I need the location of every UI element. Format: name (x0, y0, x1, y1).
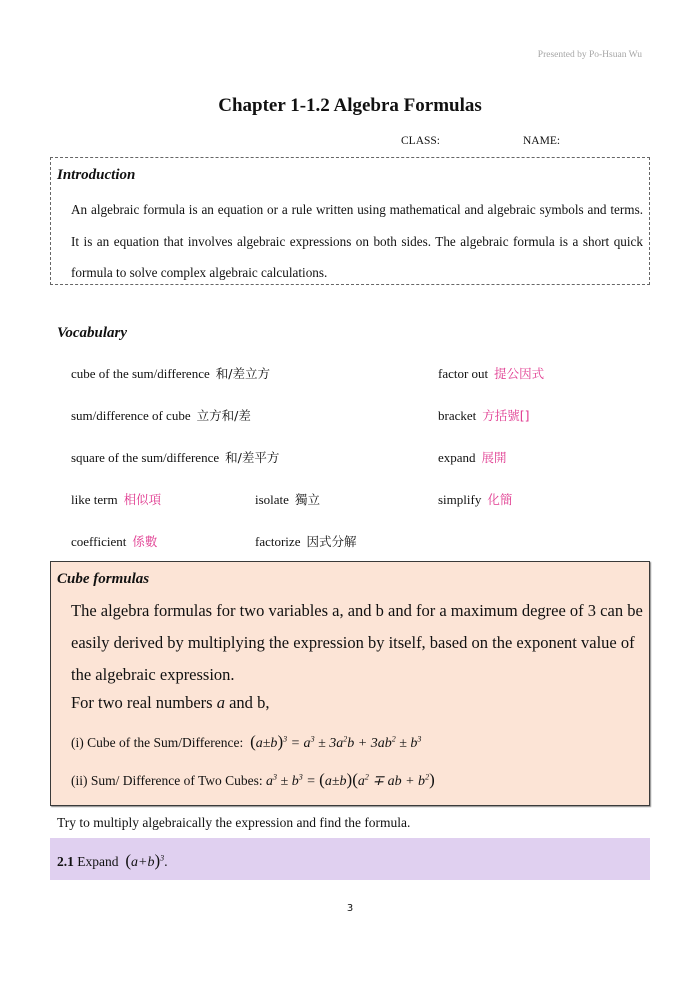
vocab-zh: 和/差立方 (215, 366, 270, 381)
formula-sum-of-cubes (71, 770, 435, 790)
introduction-text: An algebraic formula is an equation or a rule written using mathematical and algebraic symbols and terms. It is an equation that involves algebraic expressions on both sides. The algebraic formula is a short quick formula to solve complex algebraic calculations. (71, 202, 643, 280)
vocab-zh: 立方和/差 (196, 408, 251, 423)
formula-expression: $a^3 \pm b^3 = (a\pm b)(a^2$ ∓ ab + $b^2$) (266, 770, 435, 789)
formula-label: (i) Cube of the Sum/Difference: (71, 735, 244, 750)
vocab-en: like term (71, 492, 118, 507)
vocab-en: simplify (438, 492, 482, 507)
vocab-zh: 展開 (481, 450, 507, 465)
exercise-label: Expand (77, 854, 119, 869)
lead-var-b: b, (257, 693, 270, 712)
class-label: CLASS: (401, 135, 440, 147)
vocab-item (71, 406, 251, 424)
vocab-en: factor out (438, 366, 489, 381)
vocab-item (71, 364, 270, 382)
formula-cube-of-sum (71, 732, 421, 752)
page-number: 3 (346, 903, 354, 914)
vocab-item (71, 532, 157, 550)
lead-var-a: a (216, 693, 225, 712)
vocab-en: cube of the sum/difference (71, 366, 210, 381)
vocabulary-title: Vocabulary (57, 325, 128, 341)
exercise-prompt: Try to multiply algebraically the expression and find the formula. (57, 815, 411, 830)
vocab-en: isolate (255, 492, 289, 507)
vocab-item (255, 532, 356, 550)
lead-text: For two real numbers (71, 693, 213, 712)
vocab-en: factorize (255, 534, 301, 549)
cube-formulas-box (50, 561, 650, 806)
vocab-zh: 和/差平方 (225, 450, 280, 465)
vocab-item (438, 364, 544, 382)
introduction-title: Introduction (57, 167, 136, 183)
formula-label: (ii) Sum/ Difference of Two Cubes: (71, 773, 263, 788)
vocab-en: sum/difference of cube (71, 408, 191, 423)
exercise-box (50, 838, 650, 880)
exercise-number: 2.1 (57, 854, 74, 869)
vocab-en: bracket (438, 408, 477, 423)
presenter-credit: Presented by Po-Hsuan Wu (537, 50, 642, 60)
vocab-zh: 獨立 (294, 492, 320, 507)
vocab-item (438, 490, 512, 508)
vocab-item (71, 448, 279, 466)
vocab-en: square of the sum/difference (71, 450, 220, 465)
introduction-box (50, 157, 650, 285)
vocab-zh: 化簡 (487, 492, 513, 507)
cube-formulas-lead (71, 693, 269, 713)
exercise-expression: $(a+b)^3$. (125, 851, 168, 870)
cube-formulas-text: The algebra formulas for two variables a, and b and for a maximum degree of 3 can be easily derived by multiplying the expression by itself, based on the exponent value of the algebraic expression. (71, 601, 643, 684)
vocab-item (255, 490, 320, 508)
name-label: NAME: (523, 135, 561, 147)
exercise-item (57, 851, 168, 871)
vocab-zh: 相似項 (123, 492, 162, 507)
vocab-item (71, 490, 161, 508)
vocab-item (438, 448, 507, 466)
vocab-zh: 因式分解 (306, 534, 357, 549)
page-title: Chapter 1-1.2 Algebra Formulas (218, 95, 482, 116)
lead-and: and (229, 693, 253, 712)
vocab-zh: 提公因式 (494, 366, 545, 381)
vocab-zh: 係數 (132, 534, 158, 549)
vocab-en: expand (438, 450, 476, 465)
formula-expression: $(a\pm b)^3 = a^3 \pm 3a^2b + 3ab^2 \pm b^3$ (250, 732, 422, 751)
vocab-item (438, 406, 530, 424)
vocab-en: coefficient (71, 534, 127, 549)
vocab-zh: 方括號[] (482, 408, 530, 423)
cube-formulas-title: Cube formulas (57, 571, 150, 587)
